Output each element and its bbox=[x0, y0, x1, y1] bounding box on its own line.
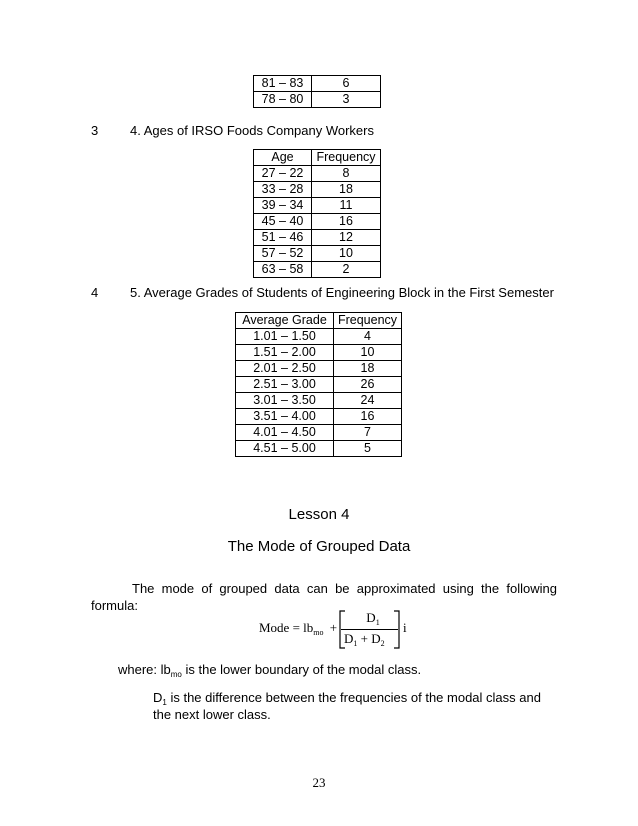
table-cell: 81 – 83 bbox=[254, 76, 312, 92]
table-row bbox=[236, 393, 402, 409]
table-cell: 10 bbox=[312, 246, 381, 262]
where-rest: is the lower boundary of the modal class. bbox=[181, 662, 422, 677]
numerator-sub: 1 bbox=[375, 618, 380, 627]
formula-numerator bbox=[355, 610, 391, 627]
where-line bbox=[118, 661, 421, 683]
lesson-label: Lesson 4 bbox=[288, 506, 350, 523]
problem-title: 5. Average Grades of Students of Engineering Block in the First Semester bbox=[130, 285, 554, 300]
table-row bbox=[236, 409, 402, 425]
table-cell: 4.01 – 4.50 bbox=[236, 425, 334, 441]
formula-factor: i bbox=[403, 620, 407, 635]
table-cell: 39 – 34 bbox=[254, 198, 312, 214]
where-sub: mo bbox=[170, 670, 182, 679]
table-cell: 63 – 58 bbox=[254, 262, 312, 278]
table-cell: 18 bbox=[312, 182, 381, 198]
table-cell: 16 bbox=[312, 214, 381, 230]
table-cell: 24 bbox=[334, 393, 402, 409]
page-number: 23 bbox=[312, 775, 326, 790]
table-cell: 1.01 – 1.50 bbox=[236, 329, 334, 345]
ages-table bbox=[253, 149, 381, 278]
table-cell: 26 bbox=[334, 377, 402, 393]
table-cell: 4 bbox=[334, 329, 402, 345]
table-row bbox=[236, 441, 402, 457]
column-header: Frequency bbox=[334, 313, 402, 329]
table-cell: 6 bbox=[312, 76, 381, 92]
table-row bbox=[236, 377, 402, 393]
table-cell: 33 – 28 bbox=[254, 182, 312, 198]
den-plus-d: + D bbox=[360, 631, 381, 646]
grades-table bbox=[235, 312, 402, 457]
table-row bbox=[254, 166, 381, 182]
table-header-row bbox=[236, 313, 402, 329]
table-cell: 1.51 – 2.00 bbox=[236, 345, 334, 361]
table-cell: 57 – 52 bbox=[254, 246, 312, 262]
right-bracket-icon bbox=[393, 610, 401, 650]
lesson-title: The Mode of Grouped Data bbox=[227, 538, 411, 555]
numerator-symbol: D bbox=[366, 610, 376, 625]
table-row bbox=[254, 230, 381, 246]
d1-sub: 1 bbox=[162, 698, 167, 707]
table-row bbox=[254, 76, 381, 92]
problem-title: 4. Ages of IRSO Foods Company Workers bbox=[130, 123, 374, 138]
table-row bbox=[254, 198, 381, 214]
table-cell: 3 bbox=[312, 92, 381, 108]
table-row bbox=[236, 361, 402, 377]
formula-lhs bbox=[259, 620, 337, 637]
mode-formula bbox=[259, 610, 409, 650]
table-header-row bbox=[254, 150, 381, 166]
table-row bbox=[254, 246, 381, 262]
table-cell: 51 – 46 bbox=[254, 230, 312, 246]
table-cell: 78 – 80 bbox=[254, 92, 312, 108]
formula-plus: + bbox=[329, 620, 338, 635]
table-cell: 2.01 – 2.50 bbox=[236, 361, 334, 377]
d1-symbol: D bbox=[153, 690, 163, 705]
d1-definition-line-2: the next lower class. bbox=[153, 707, 271, 722]
table-row bbox=[236, 425, 402, 441]
table-row bbox=[254, 182, 381, 198]
table-cell: 10 bbox=[334, 345, 402, 361]
column-header: Age bbox=[254, 150, 312, 166]
formula-lhs-sub: mo bbox=[313, 628, 324, 637]
where-prefix: where: lb bbox=[118, 662, 171, 677]
fraction-bar bbox=[341, 629, 398, 630]
table-cell: 12 bbox=[312, 230, 381, 246]
table-cell: 8 bbox=[312, 166, 381, 182]
table-row bbox=[236, 345, 402, 361]
table-cell: 16 bbox=[334, 409, 402, 425]
table-cell: 3.51 – 4.00 bbox=[236, 409, 334, 425]
table-row bbox=[254, 214, 381, 230]
table-cell: 45 – 40 bbox=[254, 214, 312, 230]
table-cell: 2 bbox=[312, 262, 381, 278]
table-cell: 27 – 22 bbox=[254, 166, 312, 182]
den-a-sub: 1 bbox=[353, 639, 358, 648]
table-cell: 11 bbox=[312, 198, 381, 214]
table-cell: 2.51 – 3.00 bbox=[236, 377, 334, 393]
item-number: 4 bbox=[91, 285, 99, 300]
table-cell: 7 bbox=[334, 425, 402, 441]
intro-line-2: formula: bbox=[91, 598, 138, 613]
table-row bbox=[254, 262, 381, 278]
d1-text: is the difference between the frequencies of the modal class and bbox=[166, 690, 541, 705]
column-header: Average Grade bbox=[236, 313, 334, 329]
column-header: Frequency bbox=[312, 150, 381, 166]
table-row bbox=[254, 92, 381, 108]
formula-denominator bbox=[344, 631, 385, 648]
formula-lhs-text: Mode = lb bbox=[259, 620, 314, 635]
intro-line-1: The mode of grouped data can be approximated using the following bbox=[132, 581, 557, 596]
item-number: 3 bbox=[91, 123, 99, 138]
table-cell: 3.01 – 3.50 bbox=[236, 393, 334, 409]
table-row bbox=[236, 329, 402, 345]
table-cell: 18 bbox=[334, 361, 402, 377]
table-continued bbox=[253, 75, 381, 108]
den-a-symbol: D bbox=[344, 631, 354, 646]
table-cell: 4.51 – 5.00 bbox=[236, 441, 334, 457]
table-cell: 5 bbox=[334, 441, 402, 457]
den-b-sub: 2 bbox=[380, 639, 385, 648]
